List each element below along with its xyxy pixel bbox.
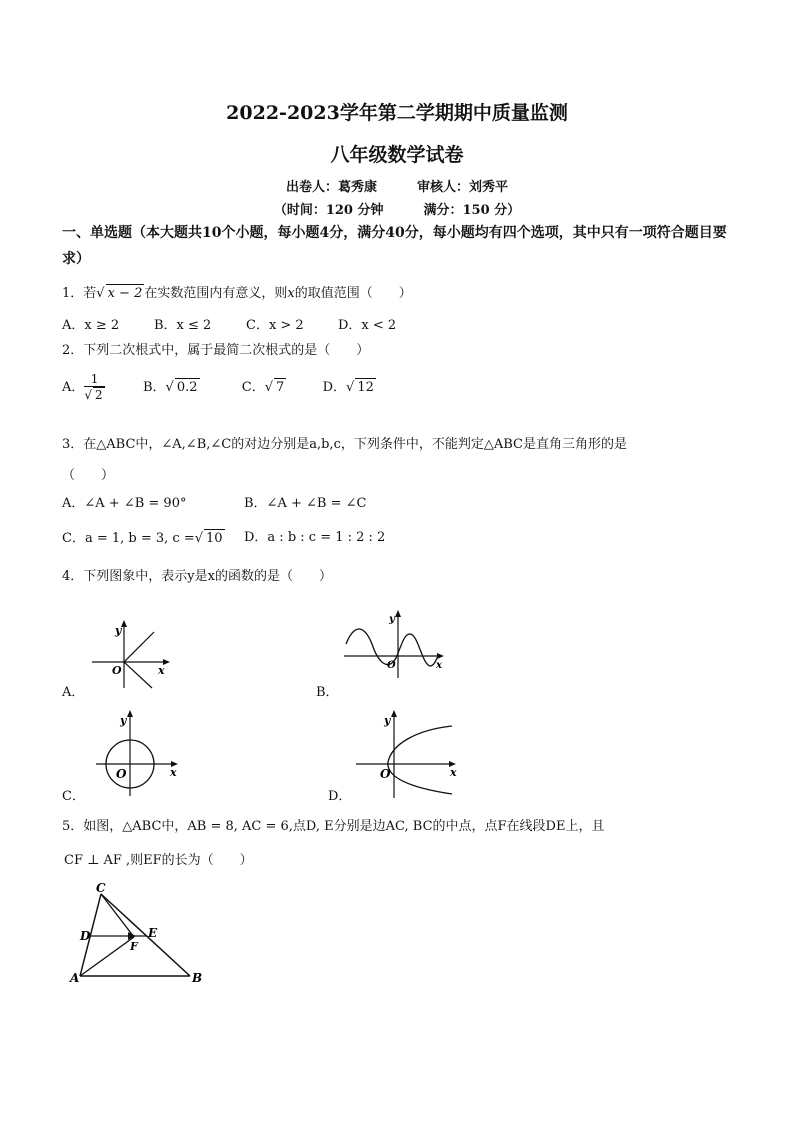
author-text: 出卷人：葛秀康: [285, 180, 377, 195]
q1-option-d[interactable]: D．x < 2: [338, 318, 397, 333]
y-label: y: [120, 714, 127, 727]
arrow-icon: [391, 710, 397, 717]
graph-a[interactable]: [88, 618, 173, 690]
arrow-icon: [437, 653, 444, 659]
q1-option-c[interactable]: C．x > 2: [246, 318, 304, 333]
q2-c-rad: 7: [276, 379, 285, 395]
point-a-label: A: [70, 971, 80, 985]
x-label: x: [450, 766, 457, 779]
q2-d-label: D．: [322, 379, 347, 395]
origin-label: O: [116, 767, 127, 781]
point-d-label: D: [80, 929, 91, 943]
q2-b-rad: 0.2: [176, 379, 198, 395]
q2-a-den-rad: 2: [95, 388, 103, 402]
reviewer-text: 审核人：刘秀平: [417, 180, 509, 195]
x-label: x: [170, 766, 177, 779]
q1-var: x: [287, 286, 295, 301]
sqrt-icon: √: [84, 388, 93, 402]
q2-a-den: [84, 387, 104, 402]
q2-b-label: B．: [142, 379, 166, 395]
sqrt-icon: √: [165, 379, 174, 395]
q2-options: [62, 372, 376, 402]
q3-option-a[interactable]: A．∠A + ∠B = 90°: [62, 496, 187, 511]
x-label: x: [436, 660, 442, 671]
arrow-icon: [395, 610, 401, 617]
question-5: 5．如图，△ABC中，AB = 8, AC = 6,点D, E分别是边AC, BC的中点，点F在线段DE上，且: [62, 819, 605, 834]
sqrt-icon: √: [96, 286, 105, 301]
q2-a-label: A．: [62, 379, 85, 395]
point-b-label: B: [192, 971, 203, 985]
function-ray-down: [124, 662, 152, 688]
segment-bc: [101, 894, 190, 976]
arrow-icon: [127, 710, 133, 717]
origin-label: O: [112, 664, 122, 677]
q3-c-rad: 10: [206, 531, 223, 546]
exam-duration: [0, 199, 794, 218]
graph-c-label: C．: [62, 789, 85, 804]
parabola-curve: [388, 726, 452, 794]
q1-tail-b: 的取值范围（ ）: [294, 286, 412, 301]
q2-d-rad: 12: [357, 379, 374, 395]
q3-option-d[interactable]: D．a : b : c = 1 : 2 : 2: [244, 530, 386, 545]
question-1: [62, 284, 412, 303]
point-f-label: F: [130, 940, 138, 953]
q3-option-c[interactable]: [62, 529, 225, 548]
q2-a-fraction: [84, 372, 104, 402]
exam-title: 2022-2023学年第二学期期中质量监测: [226, 102, 568, 124]
question-4: 4．下列图象中，表示y是x的函数的是（ ）: [62, 569, 332, 584]
sqrt-icon: √: [264, 379, 274, 395]
q1-tail-a: 在实数范围内有意义，则: [144, 286, 288, 301]
q1-radicand: x − 2: [107, 286, 143, 301]
q3-option-b[interactable]: B．∠A + ∠B = ∠C: [244, 496, 367, 511]
section1-heading: 一、单选题（本大题共10个小题，每小题4分，满分40分，每小题均有四个选项，其中只有一项符合题目要求）: [62, 225, 727, 267]
graph-d-label: D．: [328, 789, 352, 804]
q2-c-label: C．: [241, 379, 265, 395]
q2-a-num: 1: [84, 372, 104, 387]
y-label: y: [384, 714, 391, 727]
graph-d[interactable]: [352, 706, 464, 800]
arrow-icon: [121, 620, 127, 627]
exam-authors: [0, 176, 794, 195]
score-text: 满分：150 分）: [423, 203, 521, 218]
question-3-paren: （ ）: [62, 468, 115, 483]
sqrt-icon: √: [194, 531, 204, 546]
y-label: y: [389, 614, 395, 625]
q1-options: [62, 317, 396, 335]
point-c-label: C: [96, 881, 106, 895]
exam-subtitle: 八年级数学试卷: [330, 144, 464, 166]
function-ray-up: [124, 632, 154, 662]
y-label: y: [115, 624, 122, 637]
origin-label: O: [387, 660, 396, 671]
q1-lead: 1．若: [62, 286, 97, 301]
graph-b-label: B．: [316, 685, 339, 700]
q2-option-d[interactable]: [323, 380, 376, 395]
question-2: 2．下列二次根式中，属于最简二次根式的是（ ）: [62, 343, 370, 358]
question-3: 3．在△ABC中，∠A,∠B,∠C的对边分别是a,b,c，下列条件中，不能判定△ABC是直角三角形的是: [62, 437, 627, 452]
graph-c[interactable]: [92, 706, 184, 798]
q1-option-a[interactable]: A．x ≥ 2: [62, 318, 120, 333]
x-label: x: [158, 664, 165, 677]
q2-option-c[interactable]: [242, 380, 287, 395]
q3-c-text: C．a = 1, b = 3, c =: [62, 531, 195, 546]
q2-option-a[interactable]: [62, 372, 105, 402]
q1-option-b[interactable]: B．x ≤ 2: [154, 318, 212, 333]
triangle-figure: [66, 880, 208, 988]
question-5-line2: CF ⊥ AF ,则EF的长为（ ）: [64, 853, 253, 868]
graph-a-label: A．: [62, 685, 85, 700]
time-text: （时间：120 分钟: [273, 203, 384, 218]
q2-option-b[interactable]: [143, 380, 200, 395]
segment-cf: [101, 894, 134, 937]
origin-label: O: [380, 767, 391, 781]
point-e-label: E: [148, 926, 158, 940]
graph-b[interactable]: [340, 606, 450, 680]
sqrt-icon: √: [346, 379, 355, 395]
